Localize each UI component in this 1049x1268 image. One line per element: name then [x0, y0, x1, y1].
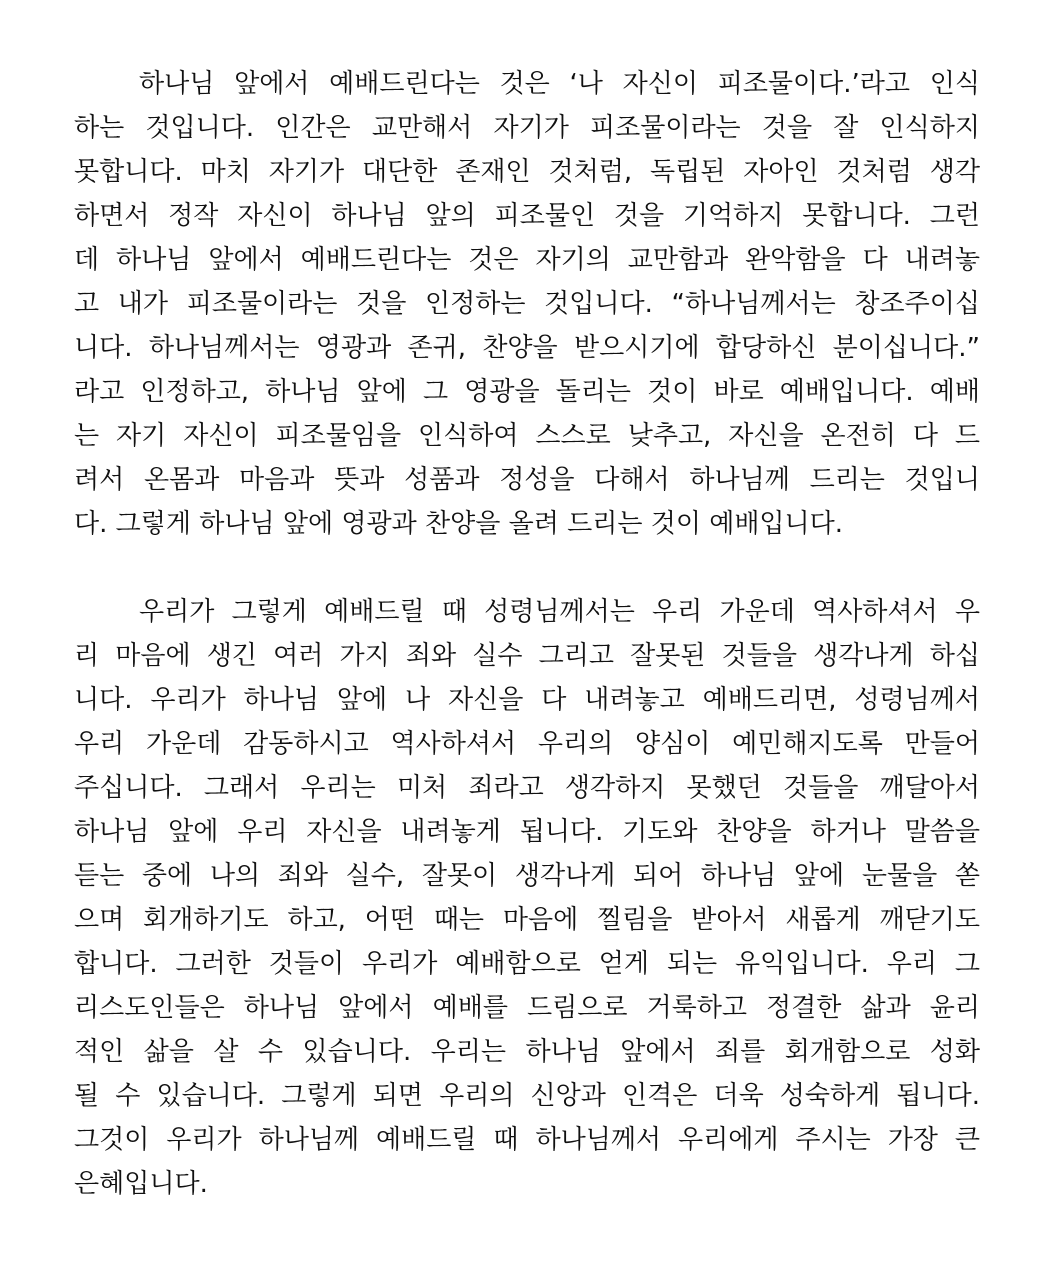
text-line: 고 내가 피조물이라는 것을 인정하는 것입니다. “하나님께서는 창조주이십: [74, 289, 980, 319]
text-line: 다. 그렇게 하나님 앞에 영광과 찬양을 올려 드리는 것이 예배입니다.: [74, 509, 844, 539]
text-line: 하면서 정작 자신이 하나님 앞의 피조물인 것을 기억하지 못합니다. 그런: [74, 201, 980, 231]
text-line: 듣는 중에 나의 죄와 실수, 잘못이 생각나게 되어 하나님 앞에 눈물을 쏟: [74, 861, 980, 891]
text-line: 합니다. 그러한 것들이 우리가 예배함으로 얻게 되는 유익입니다. 우리 그: [74, 949, 980, 979]
text-line: 하는 것입니다. 인간은 교만해서 자기가 피조물이라는 것을 잘 인식하지: [74, 113, 980, 143]
text-line: 는 자기 자신이 피조물임을 인식하여 스스로 낮추고, 자신을 온전히 다 드: [74, 421, 980, 451]
text-line: 그것이 우리가 하나님께 예배드릴 때 하나님께서 우리에게 주시는 가장 큰: [74, 1125, 980, 1155]
text-line: 적인 삶을 살 수 있습니다. 우리는 하나님 앞에서 죄를 회개함으로 성화: [74, 1037, 980, 1067]
text-line: 데 하나님 앞에서 예배드린다는 것은 자기의 교만함과 완악함을 다 내려놓: [74, 245, 980, 275]
text-line: 라고 인정하고, 하나님 앞에 그 영광을 돌리는 것이 바로 예배입니다. 예배: [74, 377, 980, 407]
text-line: 으며 회개하기도 하고, 어떤 때는 마음에 찔림을 받아서 새롭게 깨닫기도: [74, 905, 980, 935]
paragraph-holy-spirit-work: [74, 590, 980, 1206]
document-page: [74, 62, 980, 1206]
text-line: 될 수 있습니다. 그렇게 되면 우리의 신앙과 인격은 더욱 성숙하게 됩니다.: [74, 1081, 980, 1111]
text-line: 니다. 하나님께서는 영광과 존귀, 찬양을 받으시기에 합당하신 분이십니다.”: [74, 333, 980, 363]
text-line: 못합니다. 마치 자기가 대단한 존재인 것처럼, 독립된 자아인 것처럼 생각: [74, 157, 980, 187]
text-line: 니다. 우리가 하나님 앞에 나 자신을 다 내려놓고 예배드리면, 성령님께서: [74, 685, 980, 715]
text-line: 우리가 그렇게 예배드릴 때 성령님께서는 우리 가운데 역사하셔서 우: [139, 597, 980, 627]
text-line: 리 마음에 생긴 여러 가지 죄와 실수 그리고 잘못된 것들을 생각나게 하십: [74, 641, 980, 671]
text-line: 하나님 앞에 우리 자신을 내려놓게 됩니다. 기도와 찬양을 하거나 말씀을: [74, 817, 980, 847]
text-line: 하나님 앞에서 예배드린다는 것은 ‘나 자신이 피조물이다.’라고 인식: [139, 69, 980, 99]
text-line: 우리 가운데 감동하시고 역사하셔서 우리의 양심이 예민해지도록 만들어: [74, 729, 980, 759]
text-line: 리스도인들은 하나님 앞에서 예배를 드림으로 거룩하고 정결한 삶과 윤리: [74, 993, 980, 1023]
paragraph-worship-as-creature: [74, 62, 980, 546]
text-line: 주십니다. 그래서 우리는 미처 죄라고 생각하지 못했던 것들을 깨달아서: [74, 773, 980, 803]
text-line: 려서 온몸과 마음과 뜻과 성품과 정성을 다해서 하나님께 드리는 것입니: [74, 465, 980, 495]
text-line: 은혜입니다.: [74, 1169, 208, 1199]
